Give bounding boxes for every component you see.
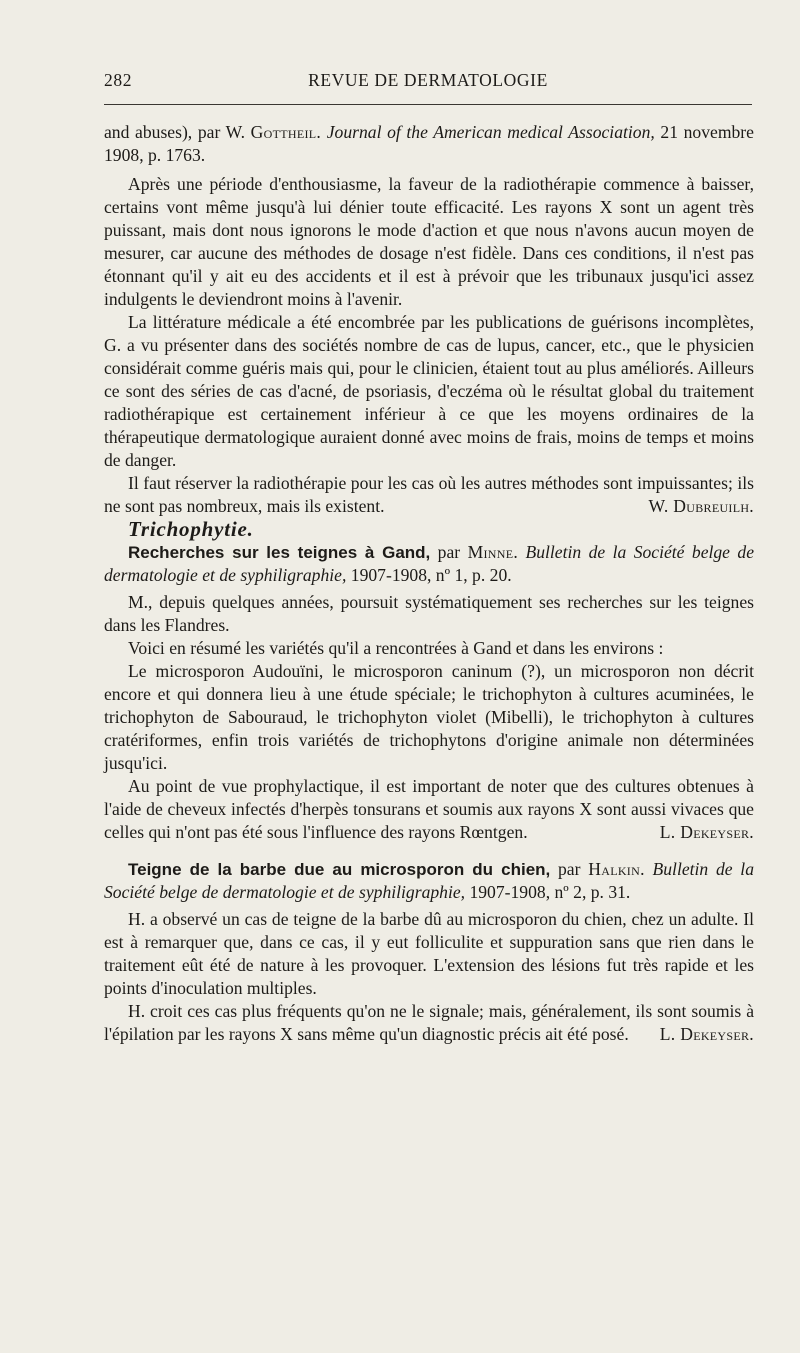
paragraph: M., depuis quelques années, poursuit systématiquement ses recherches sur les teignes dans les Flandres. xyxy=(104,592,754,635)
article-source: Bulletin de la Société belge de dermatologie et de syphiligraphie, xyxy=(104,859,754,902)
article-title: Recherches sur les teignes à Gand, xyxy=(128,543,431,562)
signature: L. Dekeyser. xyxy=(659,822,754,842)
page-number: 282 xyxy=(104,70,133,90)
article-ref: 1907-1908, nº 1, p. 20. xyxy=(346,565,512,585)
reference-continuation xyxy=(104,121,754,167)
article-heading xyxy=(104,858,754,904)
ref-journal: Journal of the American medical Association, xyxy=(321,122,655,142)
header-rule xyxy=(104,104,752,105)
paragraph: La littérature médicale a été encombrée par les publications de guérisons incomplètes, G. a vu présenter dans des sociétés nombre de cas de lupus, cancer, etc., que le physicien considérait comme guéris mais qui, pour le clinicien, étaient tout au plus améliorés. Ailleurs ce sont des séries de cas d'acné, de psoriasis, d'eczéma où le résultat global du traitement radiothérapique est certainement inférieur à ce que les moyens ordinaires de la thérapeutique dermatologique auraient donné avec moins de frais, moins de temps et moins de danger. xyxy=(104,312,754,470)
article-author: Halkin. xyxy=(588,859,645,879)
paragraph-text: Il faut réserver la radiothérapie pour les cas où les autres méthodes sont impuissantes; ils ne sont pas nombreux, mais ils existent. xyxy=(104,473,754,516)
page-header xyxy=(104,70,752,96)
paragraph-text: H. croit ces cas plus fréquents qu'on ne le signale; mais, généralement, ils sont soumis à l'épilation par les rayons X sans même qu'un diagnostic précis ait été posé. xyxy=(104,1001,754,1044)
paragraph-text: Au point de vue prophylactique, il est important de noter que des cultures obtenues à l'aide de cheveux infectés d'herpès tonsurans et soumis aux rayons X sont aussi vivaces que celles qui n'ont pas été sous l'influence des rayons Rœntgen. xyxy=(104,776,754,842)
paragraph xyxy=(104,472,754,518)
article-by: par xyxy=(550,859,589,879)
paragraph: Le microsporon Audouïni, le microsporon caninum (?), un microsporon non décrit encore et qui donnera lieu à une étude spéciale; le trichophyton à cultures acuminées, le trichophyton de Sabouraud, le trichophyton violet (Mibelli), le trichophyton à cultures cratériformes, enfin trois variétés de trichophytons d'origine animale non déterminées jusqu'ici. xyxy=(104,661,754,773)
page-body xyxy=(104,121,754,1046)
article-source: Bulletin de la Société belge de dermatologie et de syphiligraphie, xyxy=(104,542,755,585)
paragraph xyxy=(104,1000,754,1046)
paragraph: Voici en résumé les variétés qu'il a rencontrées à Gand et dans les environs : xyxy=(128,638,664,658)
running-title: REVUE DE DERMATOLOGIE xyxy=(308,70,548,90)
signature: L. Dekeyser. xyxy=(659,1024,754,1044)
paragraph xyxy=(104,775,754,844)
signature: W. Dubreuilh. xyxy=(648,496,754,516)
article-ref: 1907-1908, nº 2, p. 31. xyxy=(465,882,631,902)
paragraph: Après une période d'enthousiasme, la faveur de la radiothérapie commence à baisser, certains vont même jusqu'à lui dénier toute efficacité. Les rayons X sont un agent très puissant, mais dont nous ignorons le mode d'action et que nous n'avons aucun moyen de mesurer, car aucune des méthodes de dosage n'est fidèle. Dans ces conditions, il n'est pas étonnant qu'il y ait eu des accidents et il est à prévoir que les tribunaux jusqu'ici assez indulgents le deviendront moins à l'avenir. xyxy=(104,174,754,309)
ref-date: 21 novembre 1908, p. 1763. xyxy=(104,122,754,165)
section-heading: Trichophytie. xyxy=(128,517,254,541)
article-heading xyxy=(104,541,754,587)
ref-author: Gottheil. xyxy=(250,122,322,142)
ref-text: and abuses), par W. xyxy=(104,122,251,142)
article-title: Teigne de la barbe due au microsporon du chien, xyxy=(128,860,551,879)
article-author: Minne. xyxy=(467,542,519,562)
paragraph: H. a observé un cas de teigne de la barbe dû au microsporon du chien, chez un adulte. Il est à remarquer que, dans ce cas, il y eut folliculite et suppuration sans que rien dans le traitement eût été de nature à les provoquer. L'extension des lésions fut très rapide et les points d'inoculation multiples. xyxy=(104,909,754,998)
article-by: par xyxy=(430,542,468,562)
